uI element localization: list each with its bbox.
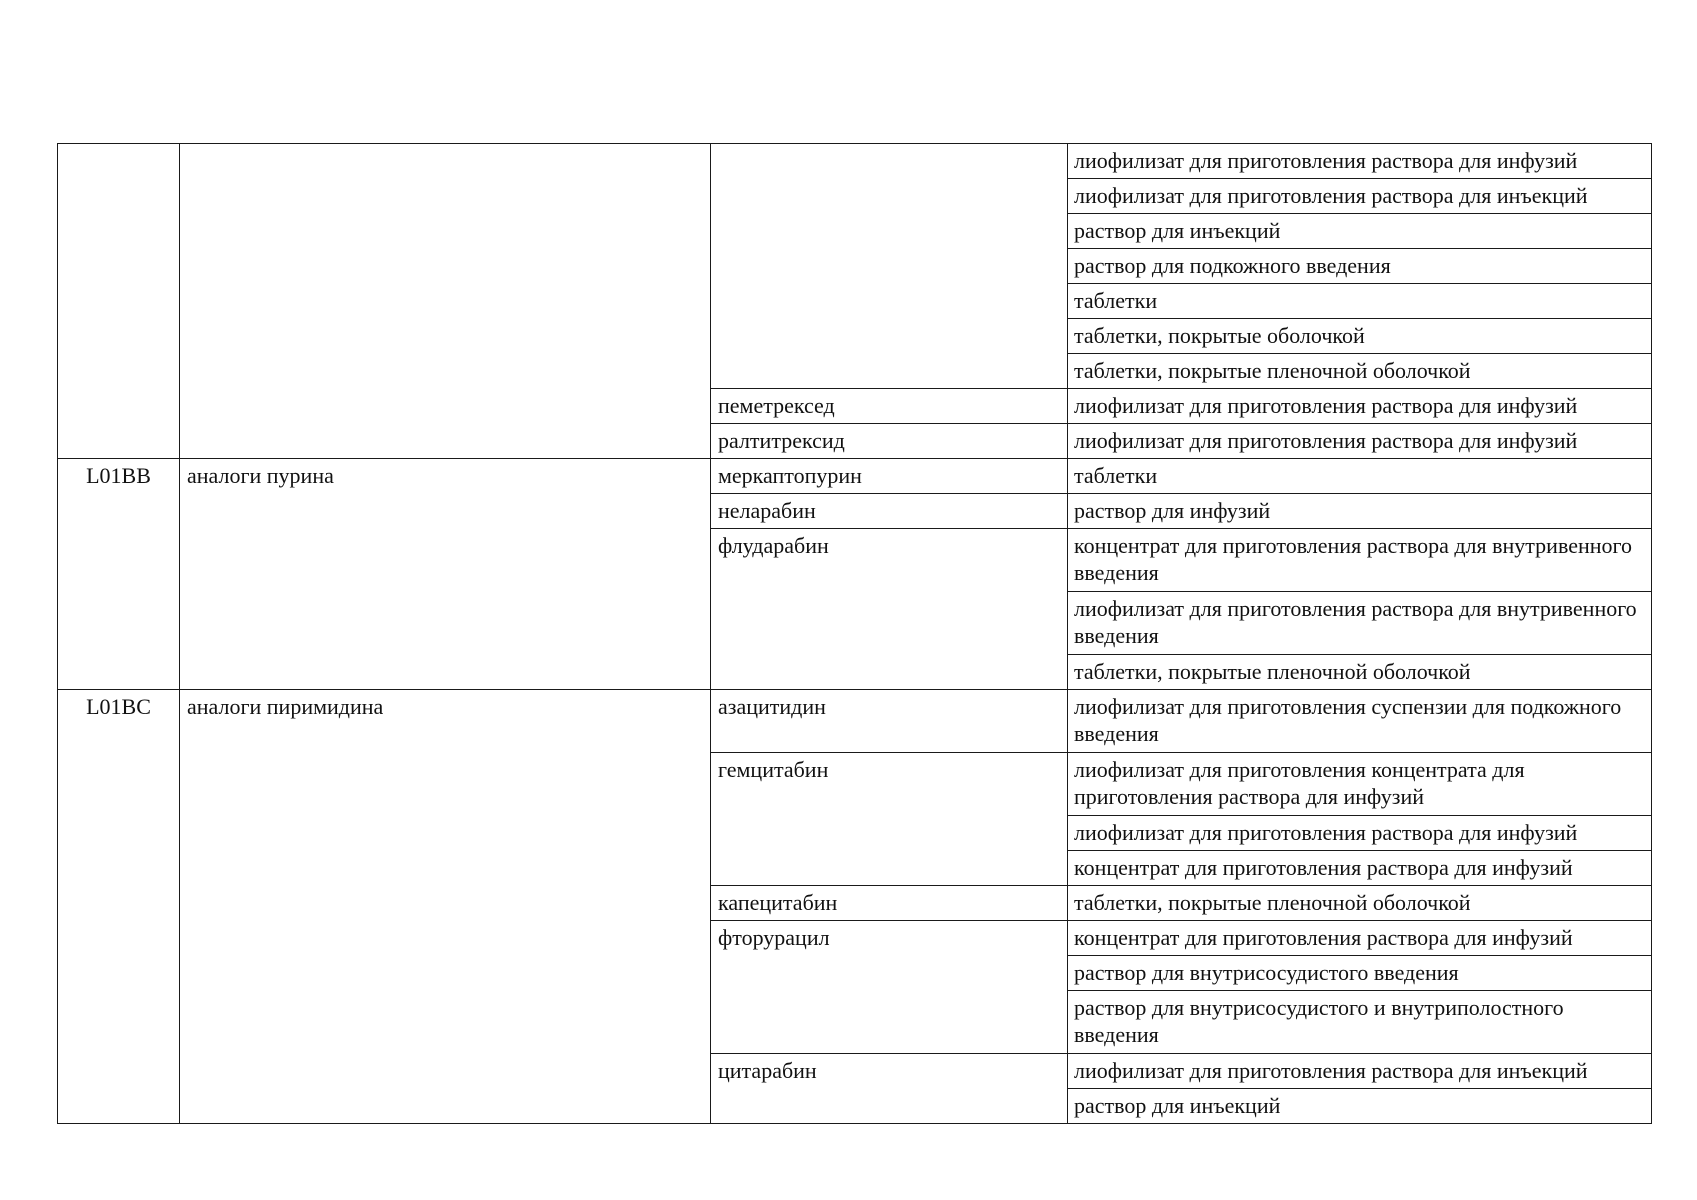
drug-name-cell: капецитабин — [711, 886, 1068, 921]
dosage-form-cell: лиофилизат для приготовления раствора для внутривенного введения — [1068, 592, 1652, 655]
drug-name-cell: пеметрексед — [711, 389, 1068, 424]
dosage-form-cell: лиофилизат для приготовления раствора для инъекций — [1068, 1054, 1652, 1089]
drug-name-cell: азацитидин — [711, 690, 1068, 753]
table-row — [58, 144, 1652, 179]
atc-group-cell: аналоги пурина — [180, 459, 711, 690]
drug-name-cell: цитарабин — [711, 1054, 1068, 1124]
dosage-form-cell: лиофилизат для приготовления концентрата для приготовления раствора для инфузий — [1068, 753, 1652, 816]
atc-group-cell — [180, 144, 711, 459]
dosage-form-cell: таблетки — [1068, 284, 1652, 319]
dosage-form-cell: раствор для подкожного введения — [1068, 249, 1652, 284]
dosage-form-cell: концентрат для приготовления раствора для внутривенного введения — [1068, 529, 1652, 592]
dosage-form-cell: таблетки — [1068, 459, 1652, 494]
dosage-form-cell: таблетки, покрытые пленочной оболочкой — [1068, 886, 1652, 921]
drug-name-cell: гемцитабин — [711, 753, 1068, 886]
drug-name-cell: фторурацил — [711, 921, 1068, 1054]
dosage-form-cell: лиофилизат для приготовления раствора для инфузий — [1068, 389, 1652, 424]
dosage-form-cell: лиофилизат для приготовления суспензии для подкожного введения — [1068, 690, 1652, 753]
atc-code-cell: L01BB — [58, 459, 180, 690]
drug-name-cell — [711, 144, 1068, 389]
dosage-form-cell: лиофилизат для приготовления раствора для инфузий — [1068, 816, 1652, 851]
dosage-form-cell: таблетки, покрытые пленочной оболочкой — [1068, 354, 1652, 389]
drug-name-cell: ралтитрексид — [711, 424, 1068, 459]
dosage-form-cell: раствор для внутрисосудистого и внутриполостного введения — [1068, 991, 1652, 1054]
drug-name-cell: неларабин — [711, 494, 1068, 529]
dosage-form-cell: раствор для инъекций — [1068, 1089, 1652, 1124]
dosage-form-cell: таблетки, покрытые пленочной оболочкой — [1068, 655, 1652, 690]
atc-code-cell: L01BC — [58, 690, 180, 1124]
drug-table — [57, 143, 1652, 1124]
dosage-form-cell: лиофилизат для приготовления раствора для инфузий — [1068, 424, 1652, 459]
atc-group-cell: аналоги пиримидина — [180, 690, 711, 1124]
table-row — [58, 459, 1652, 494]
dosage-form-cell: концентрат для приготовления раствора для инфузий — [1068, 851, 1652, 886]
dosage-form-cell: таблетки, покрытые оболочкой — [1068, 319, 1652, 354]
dosage-form-cell: лиофилизат для приготовления раствора для инфузий — [1068, 144, 1652, 179]
table-row — [58, 690, 1652, 753]
dosage-form-cell: раствор для внутрисосудистого введения — [1068, 956, 1652, 991]
dosage-form-cell: раствор для инфузий — [1068, 494, 1652, 529]
atc-code-cell — [58, 144, 180, 459]
drug-name-cell: меркаптопурин — [711, 459, 1068, 494]
drug-name-cell: флударабин — [711, 529, 1068, 690]
dosage-form-cell: лиофилизат для приготовления раствора для инъекций — [1068, 179, 1652, 214]
dosage-form-cell: раствор для инъекций — [1068, 214, 1652, 249]
dosage-form-cell: концентрат для приготовления раствора для инфузий — [1068, 921, 1652, 956]
